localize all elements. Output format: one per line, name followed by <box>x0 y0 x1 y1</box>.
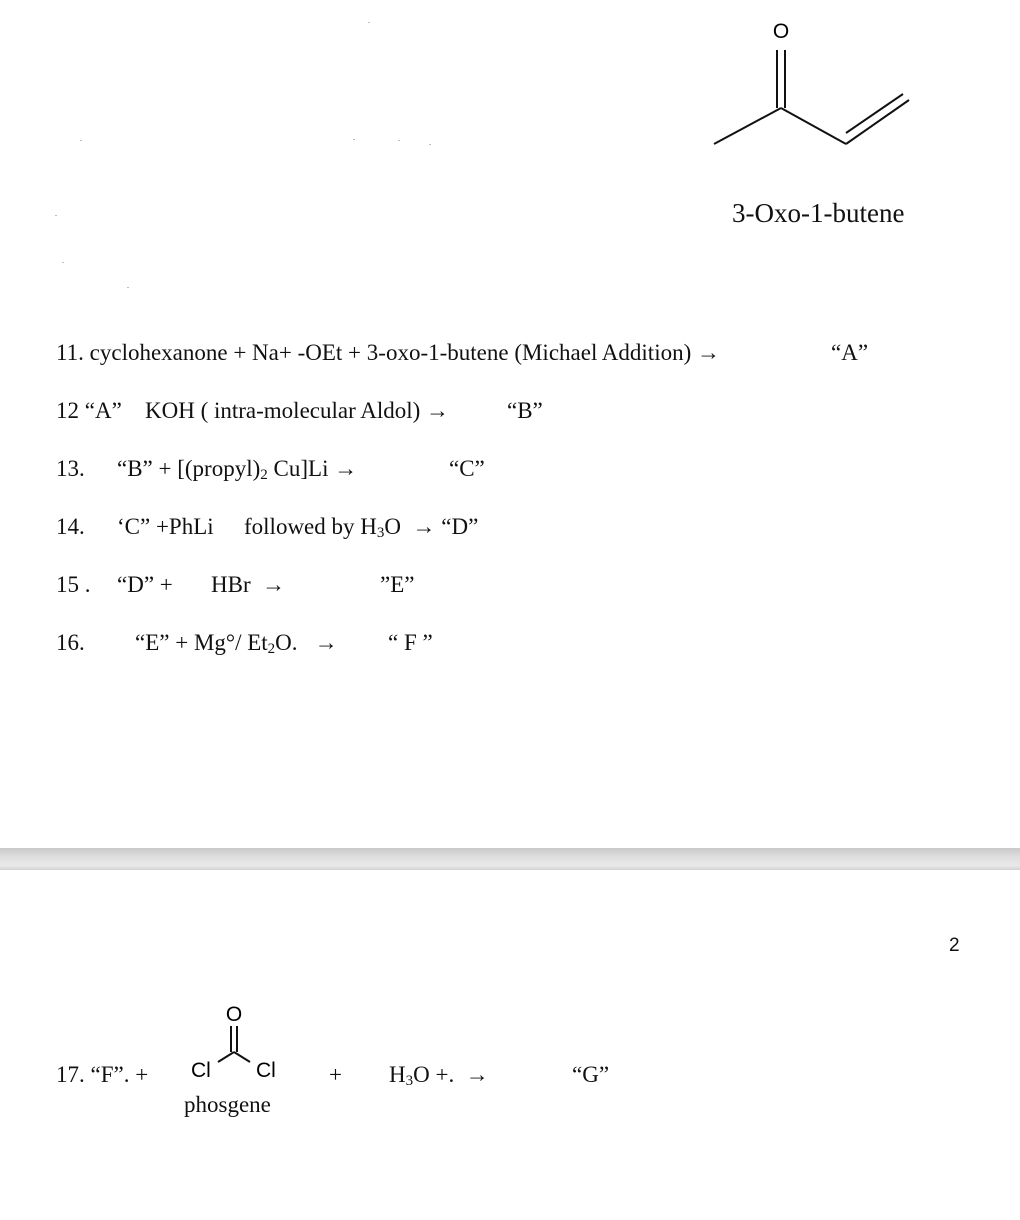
reaction-text-part: O. <box>275 630 298 655</box>
page-separator <box>0 848 1020 870</box>
reaction-text <box>135 629 338 657</box>
arrow-icon: → <box>262 572 286 597</box>
product-label: “A” <box>831 340 869 365</box>
question-number: 11. <box>56 340 84 365</box>
question-number: 16. <box>56 630 85 655</box>
question-17 <box>56 1061 148 1089</box>
subscript: 2 <box>260 467 268 483</box>
scan-speck <box>398 140 400 141</box>
arrow-icon: → <box>697 340 720 365</box>
oxygen-atom-label: O <box>225 1003 243 1026</box>
scan-speck <box>353 139 355 140</box>
question-11 <box>56 339 720 367</box>
product-label: “ F ” <box>388 630 433 655</box>
scan-speck <box>55 215 57 216</box>
phosgene-structure <box>180 995 290 1085</box>
reaction-text-part: Cu]Li <box>267 456 329 481</box>
question-number: 15 . <box>56 572 91 597</box>
product-label: “D” <box>441 514 479 539</box>
oxygen-atom-label: O <box>772 20 790 43</box>
subscript: 3 <box>405 1073 414 1089</box>
vinyl-double-bond <box>846 100 909 144</box>
chlorine-atom-label: Cl <box>256 1059 276 1082</box>
reaction-text-part: “E” + Mg°/ Et <box>135 630 268 655</box>
c-cl-bond <box>218 1052 234 1062</box>
product-label: ”E” <box>380 572 415 597</box>
butenone-structure <box>700 15 930 160</box>
question-number: 12 <box>56 398 79 423</box>
reactant-label: “A” <box>84 398 122 423</box>
reaction-text: “D” + <box>117 572 173 597</box>
reaction-text <box>117 455 357 483</box>
reaction-text-part: H <box>389 1062 406 1087</box>
reaction-conditions <box>244 513 478 541</box>
reaction-text-part: HBr <box>211 572 251 597</box>
vinyl-double-bond <box>846 94 903 133</box>
molecule-name: 3-Oxo-1-butene <box>732 198 905 228</box>
methyl-bond <box>714 108 781 144</box>
scan-speck <box>127 287 129 288</box>
page-number: 2 <box>949 935 960 956</box>
reaction-text-part: O +. <box>413 1062 455 1087</box>
subscript: 2 <box>267 641 276 657</box>
reaction-text: ‘C” +PhLi <box>117 514 214 539</box>
scan-speck <box>62 262 64 263</box>
single-bond <box>781 108 846 144</box>
question-number: 13. <box>56 456 85 481</box>
reaction-text: KOH ( intra-molecular Aldol) <box>145 398 421 423</box>
chlorine-atom-label: Cl <box>191 1059 211 1082</box>
reaction-text-part: followed by H <box>244 514 377 539</box>
reagent <box>389 1061 489 1089</box>
reactant-label: “F”. + <box>90 1062 149 1087</box>
plus-sign: + <box>329 1062 342 1087</box>
reaction-text-part: O <box>384 514 401 539</box>
arrow-icon: → <box>426 398 450 423</box>
question-12 <box>56 397 122 425</box>
product-label: “B” <box>507 398 543 423</box>
question-number: 17. <box>56 1062 85 1087</box>
arrow-icon: → <box>314 630 338 655</box>
subscript: 3 <box>376 525 385 541</box>
page-2 <box>0 870 1020 1220</box>
scan-speck <box>429 144 431 145</box>
reaction-text-part: “B” + [(propyl) <box>117 456 261 481</box>
product-label: “G” <box>572 1062 610 1087</box>
reaction-text: cyclohexanone + Na+ -OEt + 3-oxo-1-butene (Michael Addition) <box>89 340 692 365</box>
scan-speck <box>80 140 82 141</box>
arrow-icon: → <box>412 514 436 539</box>
arrow-icon: → <box>334 456 358 481</box>
phosgene-label: phosgene <box>184 1092 271 1117</box>
reagent <box>211 571 285 599</box>
reaction-conditions <box>145 397 449 425</box>
question-number: 14. <box>56 514 85 539</box>
product-label: “C” <box>449 456 485 481</box>
scan-speck <box>368 22 370 23</box>
c-cl-bond <box>234 1052 250 1062</box>
arrow-icon: → <box>465 1062 489 1087</box>
